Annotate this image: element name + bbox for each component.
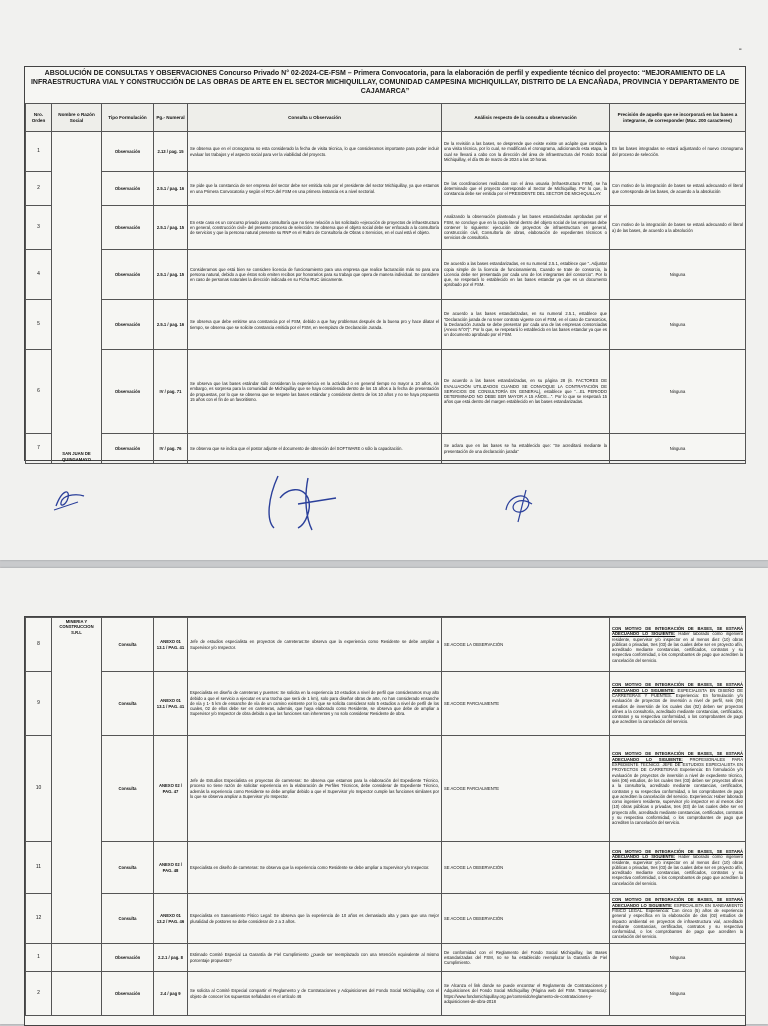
cell-precision: Ninguna (610, 350, 746, 434)
table-row (26, 894, 746, 944)
cell-nro: 10 (26, 736, 52, 842)
cell-precision: Ninguna (610, 944, 746, 972)
title-line-2: INFRAESTRUCTURA VIAL Y CONSTRUCCIÓN DE LAS OBRAS DE ARTE EN EL SECTOR MICHIQUILLAY, COMUNIDAD CAMPESINA MICHIQUILLAY, DISTRITO DE LA ENCAÑADA, PROVINCIA Y DEPARTAMENTO DE (30, 79, 740, 86)
signature-left (48, 484, 88, 514)
cell-consulta: Se observa que debe emitirse una constancia por el FSM, debido a que hay problemas después de la buena pro y hace dilatar el tiempo, se observa que se solicite constancia emitida por el FSM, en reemplazo de Declaración Jurada. (188, 300, 442, 350)
absolution-table-2 (25, 617, 746, 1016)
cell-analisis: SE ACOGE LA OBSERVACIÓN (442, 894, 610, 944)
cell-nro: 4 (26, 250, 52, 300)
table-row (26, 944, 746, 972)
table-row (26, 972, 746, 1016)
cell-tipo: Consulta (102, 736, 154, 842)
cell-consulta: Se pide que la constancia de ser empresa del sector debe ser emitida solo por el presidente del sector Michiquillay, ya que estamos en una Primera Convocatoria y según el RCA del FSM en una primera instancia es a nivel sectorial. (188, 172, 442, 206)
cell-precision: Ninguna (610, 972, 746, 1016)
cell-pg: 2.13 / pag. 15 (154, 132, 188, 172)
table-row (26, 350, 746, 434)
cell-precision (610, 618, 746, 672)
cell-consulta: Especialista en Saneamiento Físico Legal: Se observa que la experiencia de 10 años es demasiado alta y para que una mejor pluralidad de postores se debe considerar de 2 a 3 años. (188, 894, 442, 944)
cell-precision (610, 894, 746, 944)
cell-pg: 2.4 / pag 9 (154, 972, 188, 1016)
cell-consulta: Jefe de Estudios Especialista en proyectos de carreteras: Se observa que estamos para la elaboración del Expediente Técnico, proceso no tiene razón de solicitar experiencia en la elaboración de Perfiles Técnicos, debe considerar de Expediente Técnico, además la experiencia como Residente se debe ampliar debido a que el Supervisor y/o Inspector cumple las funciones similares por lo que se observa ampliar a Supervisor y/o Inspector. (188, 736, 442, 842)
signature-center (258, 468, 348, 538)
cell-pg: IV / pag. 76 (154, 434, 188, 464)
cell-analisis: De acuerdo a las bases estandarizadas, en su numeral 2.5.1, establece que “..Adjuntar copia simple de la licencia de funcionamiento, Cuando se trate de consorcio, la Licencia debe ser presentada por cada uno de los integrantes del consorcio”. Por lo que, se respetará lo establecido en las bases estandar ya que es un documento aprobado por el FSM. (442, 250, 610, 300)
cell-analisis: SE ACOGE LA OBSERVACIÓN (442, 842, 610, 894)
cell-consulta: Estimado Comité Especial La Garantía de Fiel Cumplimiento ¿puede ser reemplazado con una retención equivalente al mismo porcentaje propuesto? (188, 944, 442, 972)
document-title (25, 69, 745, 96)
cell-analisis: De la revisión a las bases, se desprende que existe existe un acápite que considera una visita técnica, por lo cual, se modificará el cronograma, adicionando esta etapa, la cual se llevará a cabo con la dirección del área de infraestructura del Fondo Social Michiquillay, el día 05 de marzo de 2024 a las 10 horas. (442, 132, 610, 172)
cell-pg: ANEXO 01 13.2 / PAG. 46 (154, 894, 188, 944)
cell-tipo: Observación (102, 172, 154, 206)
cell-analisis: Se aclara que en las bases se ha establecido que: “Se acreditará mediante la presentación de una declaración jurada” (442, 434, 610, 464)
cell-tipo: Observación (102, 944, 154, 972)
header-precision: Precisión de aquello que se incorporará en las bases a integrarse, de corresponder (Max. 200 caracteres) (610, 104, 746, 132)
cell-analisis: De acuerdo a las bases estandarizadas, en su página 28 (6. FACTORES DE EVALUACIÓN UTILIZADOS CUANDO SE CONVOQUE LA CONTRATACIÓN DE SERVICIOS DE CONSULTORÍA EN GENERAL), establece que “…EL PERIODO DETERMINADO NO DEBE SER MAYOR A 15 AÑOS…”. Por lo que se respetará 15 años que está dentro del margen establecido en las bases estandarizadas. (442, 350, 610, 434)
cell-tipo: Observación (102, 132, 154, 172)
cell-consulta: Jefe de estudios especialista en proyectos de carreteras:Se observa que la experiencia como Residente se debe ampliar a Supervisor y/o Inspector. (188, 618, 442, 672)
cell-analisis: SE ACOGE PARCIALMENTE (442, 736, 610, 842)
cell-tipo: Observación (102, 434, 154, 464)
cell-nro: 6 (26, 350, 52, 434)
table-row (26, 618, 746, 672)
cell-analisis: De las coordinaciones realizadas con el área usuaria (Infraestructura FSM), se ha determinado que el proyecto corresponde al Sector de Michiquillay. Por lo que, la constancia debe ser emitida por el PRESIDENTE DEL SECTOR DE MICHIQUILLAY. (442, 172, 610, 206)
cell-precision (610, 736, 746, 842)
cell-pg: IV / pag. 71 (154, 350, 188, 434)
cell-nro: 2 (26, 972, 52, 1016)
cell-tipo: Consulta (102, 894, 154, 944)
cell-pg: ANEXO 01 13.1 / PAG. 41 (154, 618, 188, 672)
cell-nro: 1 (26, 132, 52, 172)
header-pg: Pg.- Numeral (154, 104, 188, 132)
cell-consulta: Especialista en diseño de carreteras: Se observa que la experiencia como Residente se debe ampliar a Supervisor y/o Inspector. (188, 842, 442, 894)
cell-pg: ANEXO 02 / PAG. 47 (154, 736, 188, 842)
scan-mark: - (738, 44, 742, 55)
header-nro: Nro. Orden (26, 104, 52, 132)
header-consulta: Consulta u Observación (188, 104, 442, 132)
cell-nro: 11 (26, 842, 52, 894)
table-row (26, 250, 746, 300)
cell-nombre: SAN JUAN DE QUINGAMAYO (52, 132, 102, 464)
cell-nro: 7 (26, 434, 52, 464)
cell-analisis: De conformidad con el Reglamento del Fondo Social Michiquillay, las Bases estandarizadas del FSM, no se ha establecido reemplazar la Garantía de Fiel Cumplimiento. (442, 944, 610, 972)
precision-heading: CON MOTIVO DE INTEGRACIÓN DE BASES, SE ESTARÁ ADECUANDO LO SIGUIENTE: (612, 897, 743, 908)
cell-precision: Ninguna (610, 434, 746, 464)
table-header-row (26, 104, 746, 132)
precision-text: ESPECIALISTA EN DISEÑO DE CARRETERAS Y PUENTES. Experiencia: En formulación y/o evaluación de proyectos de inversión a nivel de perfil, seis (06) estudios de inversión de los cuales dos (02) deben ser proyectos afines a la consultoría, acreditado mediante constancias, certificados, contratos y su respectiva conformidad, o los comprobantes de pago que acrediten la cancelación del servicio. (612, 687, 743, 725)
cell-precision: Con motivo de la integración de bases se estará adecuando el literal que corresponda de las bases, de acuerdo a la absolución (610, 172, 746, 206)
title-line-1: ABSOLUCIÓN DE CONSULTAS Y OBSERVACIONES Concurso Privado N° 02-2024-CE-FSM – Primera Convocatoria, para la elaboración de perfil y expediente técnico del proyecto: “MEJORAMIENTO DE LA (44, 70, 726, 77)
cell-consulta: Se solicita al Comité Especial compartir el Reglamento y de Contrataciones y Adquisiciones del Fondo Social Michiquillay, con el objeto de conocer los supuestos señalados en el artículo 46 (188, 972, 442, 1016)
cell-nro: 1 (26, 944, 52, 972)
precision-heading: CON MOTIVO DE INTEGRACIÓN DE BASES, SE ESTARÁ ADECUANDO LO SIGUIENTE: (612, 751, 743, 762)
precision-text: PROFESIONALES PARA EXPEDIENTE TÉCNICO: JEFE DE ESTUDIOS ESPECIALISTA EN PROYECTOS DE CARRETERAS Experiencia: En formulación y/o evaluación de proyectos de inversión a nivel de expediente técnico, seis (06) estudios, de los cuales tres (03) deben ser proyectos afines a la consultoría, acreditado mediante constancias, certificados, contratos y su respectiva conformidad, o los comprobantes de pago que acrediten la cancelación del servicio. Experiencia: Haber laborado como ingeniero residente, supervisor y/o inspector en al menos diez (10) obras públicas o privadas, tres (03) de las cuales debe ser en proyecto afín, acreditado mediante constancias, certificados, contratos y su respectiva conformidad, o los comprobantes de pago que acrediten la cancelación del servicio. (612, 756, 743, 826)
cell-pg: 2.2.1 / pag. 8 (154, 944, 188, 972)
cell-tipo: Consulta (102, 618, 154, 672)
cell-tipo: Observación (102, 250, 154, 300)
cell-precision: En las bases integradas se estará adjuntando el nuevo cronograma del proceso de selección. (610, 132, 746, 172)
cell-analisis: Analizando la observación planteada y las bases estandarizadas aprobadas por el FSM, se concluye que en la copia literal dentro del objeto social de las empresas debe contener lo siguiente: ejecución de proyectos de infraestructura en general, construcción civil, Consultoría de obras, elaboración de expedientes técnicos o servicios de consultoría. (442, 206, 610, 250)
cell-nombre (52, 972, 102, 1016)
cell-tipo: Observación (102, 350, 154, 434)
cell-nro: 5 (26, 300, 52, 350)
cell-analisis: SE ACOGE LA OBSERVACIÓN (442, 618, 610, 672)
table-row (26, 172, 746, 206)
header-nombre: Nombre o Razón Social (52, 104, 102, 132)
header-analisis: Análisis respecto de la consulta u observación (442, 104, 610, 132)
cell-pg: 2.5.1 / pag. 16 (154, 172, 188, 206)
cell-tipo: Observación (102, 972, 154, 1016)
cell-analisis: De acuerdo a las bases estandarizadas, en su numeral 2.5.1, establece que “Declaración jurada de no tener contrato vigente con el FSM, en el caso de Consorcios, la Declaración Jurada se debe presentar por cada una de las empresas consorciadas (Anexo N°07)”. Por lo que, se respetará lo establecido en las bases estandar ya que es un documento aprobado por el FSM. (442, 300, 610, 350)
precision-text: Haber laborado como ingeniero residente, supervisor y/o inspector en al menos diez (10) obras públicas o privadas, tres (03) de las cuales debe ser en proyecto afín, acreditado mediante constancias, certificados, contratos y su respectiva conformidad, o los comprobantes de pago que acrediten la cancelación del servicio. (612, 854, 743, 886)
table-row (26, 434, 746, 464)
cell-precision (610, 672, 746, 736)
cell-precision: Ninguna (610, 250, 746, 300)
cell-consulta: En este caso es un concurso privado para consultoría que no tiene relación a los solicitado «ejecución de proyectos de infraestructura en general, construcción civil» del presente proceso de selección. Se observa que el objeto social debe ser enfocado a la consultoría de servicios y que la persona natural presente su RNP en el Rubro de Consultoría de Obras o Servicios, en el cual está el objeto. (188, 206, 442, 250)
table-row (26, 206, 746, 250)
absolution-table-frame-2 (24, 616, 746, 1026)
table-row (26, 672, 746, 736)
cell-nro: 2 (26, 172, 52, 206)
cell-tipo: Observación (102, 206, 154, 250)
cell-nro: 12 (26, 894, 52, 944)
title-line-3: CAJAMARCA” (360, 88, 410, 95)
precision-heading: CON MOTIVO DE INTEGRACIÓN DE BASES, SE ESTARÁ ADECUANDO LO SIGUIENTE: (612, 848, 743, 860)
cell-consulta: Se observa que se indica que el postor adjunte el documento de obtención del SOFTWARE o sólo la capacitación. (188, 434, 442, 464)
cell-nombre: MINERIA Y CONSTRUCCION S.R.L (52, 618, 102, 944)
cell-pg: 2.5.1 / pag. 15 (154, 206, 188, 250)
cell-tipo: Observación (102, 300, 154, 350)
cell-nro: 9 (26, 672, 52, 736)
cell-precision: Ninguna (610, 300, 746, 350)
precision-text: Haber laborado como ingeniero residente, supervisor y/o inspector en al menos diez (10) obras públicas o privadas, tres (03) de las cuales debe ser en proyecto afín, acreditado mediante constancias, certificados, contratos y su respectiva conformidad, o los comprobantes de pago que acrediten la cancelación del servicio. (612, 631, 743, 663)
absolution-table (25, 103, 746, 464)
table-row (26, 842, 746, 894)
cell-pg: ANEXO 01 13.1 / PAG. 41 (154, 672, 188, 736)
cell-pg: ANEXO 02 / PAG. 48 (154, 842, 188, 894)
cell-consulta: Se observa que las bases estándar sólo consideran la experiencia en la actividad o en general tiempo no mayor a 10 años, sin embargo, es sorpresa para la comunidad de Michiquillay que se haya considerado dentro de los 15 años a la fecha de presentación de propuestas, por lo que se observa que se respete las bases estándar y considerar dentro de los 10 años y no se haya propuesto 15 años con el fin de un favoritismo. (188, 350, 442, 434)
precision-heading: CON MOTIVO DE INTEGRACIÓN DE BASES, SE ESTARÁ ADECUANDO LO SIGUIENTE: (612, 625, 743, 637)
table-row (26, 132, 746, 172)
cell-precision: Con motivo de la integración de bases se estará adecuando el literal a) de las bases, de acuerdo a la absolución (610, 206, 746, 250)
cell-consulta: Especialista en diseño de carreteras y puentes: Se solicita en la experiencia 10 estudios a nivel de perfil que consideramos muy alto debido a que el servicio a ejecutar es una trocha que será de 1 km), solo para diseñar obras de arte, no han considerado ensanche de vía y 1- 5 km de ensanche de vía de un camino existente por lo que se solicita considerar solo 5 estudios a nivel de perfil de los cuales, 02 de ellos debe ser en carreteras, además, que haya elaborado como Residente, se observa que debe de ampliar a Supervisor y/o Inspector de obra debido a que las funciones son inherentes y no solo considerar Residente de obra. (188, 672, 442, 736)
cell-tipo: Consulta (102, 672, 154, 736)
cell-analisis: Se Alcanza el link donde se puede encontrar el Reglamento de Contrataciones y Adquisiciones del Fondo Social Michiquillay (Página web del FSM. Transparencia): https://www.fondomichiquillay.org.pe/contenido/reglamento-de-contrataciones-y-adquisiciones-de-obra-2018 (442, 972, 610, 1016)
signature-right (498, 486, 542, 526)
cell-pg: 2.5.1 / pag. 15 (154, 250, 188, 300)
header-tipo: Tipo Formulación (102, 104, 154, 132)
precision-text: ESPECIALISTA EN SANEAMIENTO FÍSICO LEGAL. Experiencia: Con cinco (5) años de experiencia general y específica en la elaboración de dos (02) estudios de impacto ambiental en proyectos de infraestructura vial, acreditado mediante constancias, certificados, contratos y su respectiva conformidad, o los comprobantes de pago que acrediten la cancelación del servicio. (612, 902, 744, 940)
precision-heading: CON MOTIVO DE INTEGRACIÓN DE BASES, SE ESTARÁ ADECUANDO LO SIGUIENTE: (612, 682, 743, 693)
table-row (26, 736, 746, 842)
cell-nombre (52, 944, 102, 972)
absolution-table-frame (24, 66, 746, 461)
table-row (26, 300, 746, 350)
cell-nro: 3 (26, 206, 52, 250)
cell-pg: 2.5.1 / pag. 16 (154, 300, 188, 350)
cell-precision (610, 842, 746, 894)
cell-tipo: Consulta (102, 842, 154, 894)
cell-nro: 8 (26, 618, 52, 672)
cell-analisis: SE ACOGE PARCIALMENTE (442, 672, 610, 736)
cell-consulta: Se observa que en el cronograma no esta considerado la fecha de visita técnica, lo que consideramos importante para poder incluir evaluar los trabajos y el aspecto social para ver la viabilidad del proyecto. (188, 132, 442, 172)
cell-consulta: Consideramos que está bien se considere licencia de funcionamiento para una empresa que realice facturación más no para una persona natural, debido a que éstos solo emiten recibos por honorarios para su trabajo que opera de manera individual. Se considere en caso de personas naturales la dirección indicada en su Ficha RUC únicamente. (188, 250, 442, 300)
